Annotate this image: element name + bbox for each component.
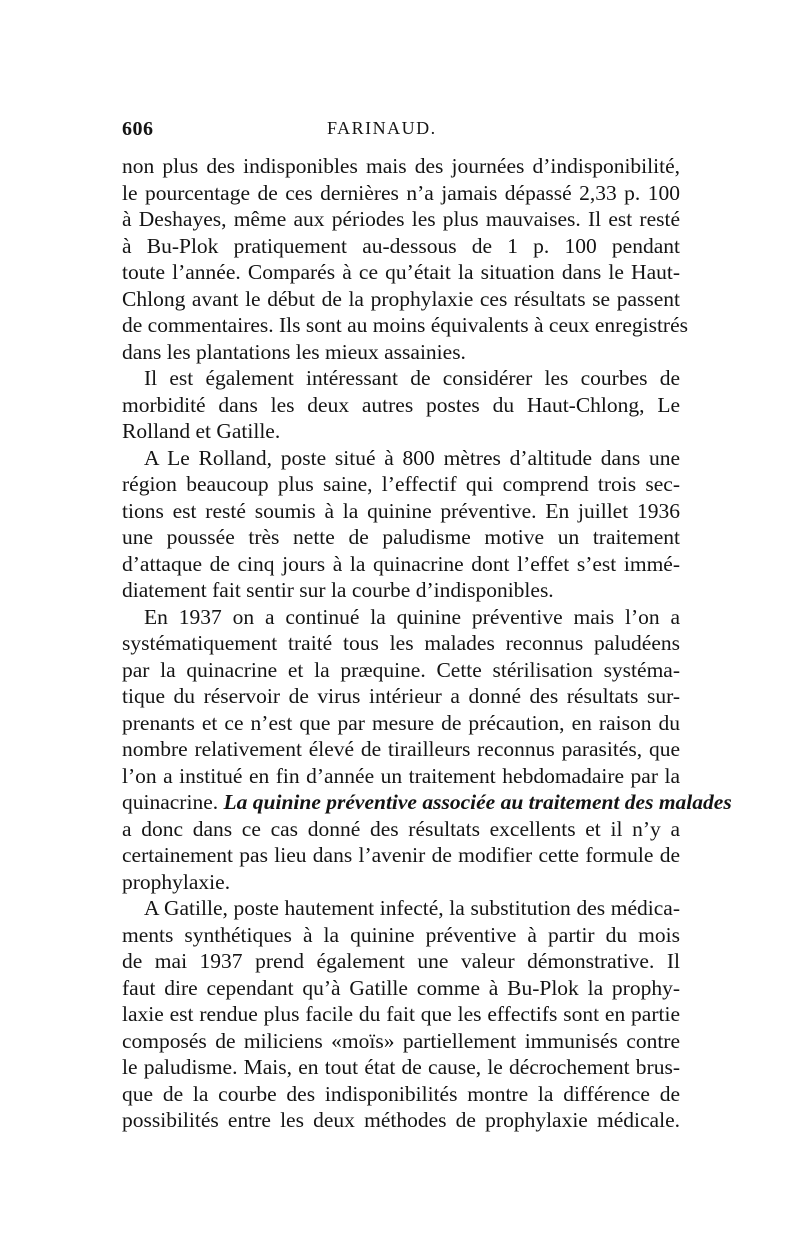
emphasized-text: La quinine préventive associée au traitement des malades bbox=[223, 790, 732, 814]
page-number: 606 bbox=[122, 118, 154, 140]
text-line: toute l’année. Comparés à ce qu’était la situation dans le Haut- bbox=[122, 260, 680, 284]
text-line: que de la courbe des indisponibilités montre la différence de bbox=[122, 1081, 680, 1106]
text-line: certainement pas lieu dans l’avenir de modifier cette formule de bbox=[122, 843, 680, 867]
paragraph-first-line: A Gatille, poste hautement infecté, la substitution des médica- bbox=[144, 896, 680, 920]
text-line: a donc dans ce cas donné des résultats excellents et il n’y a bbox=[122, 816, 680, 841]
text-line: morbidité dans les deux autres postes du Haut-Chlong, Le bbox=[122, 392, 680, 417]
text-line: prenants et ce n’est que par mesure de précaution, en raison du bbox=[122, 710, 680, 735]
text-line: prophylaxie. bbox=[122, 869, 231, 894]
paragraph-first-line: A Le Rolland, poste situé à 800 mètres d’altitude dans une bbox=[144, 445, 680, 470]
text-line: tions est resté soumis à la quinine préventive. En juillet 1936 bbox=[122, 498, 680, 523]
text-segment: quinacrine. bbox=[122, 790, 224, 814]
paragraph-first-line: Il est également intéressant de considérer les courbes de bbox=[144, 366, 680, 390]
text-line: le paludisme. Mais, en tout état de cause, le décrochement brus- bbox=[122, 1055, 680, 1079]
text-line: à Deshayes, même aux périodes les plus mauvaises. Il est resté bbox=[122, 207, 680, 231]
text-line: de commentaires. Ils sont au moins équivalents à ceux enregistrés bbox=[122, 313, 689, 337]
text-line-with-emphasis bbox=[122, 789, 732, 816]
running-head bbox=[122, 118, 682, 144]
text-line: composés de miliciens «moïs» partiellement immunisés contre bbox=[122, 1028, 680, 1053]
text-line: région beaucoup plus saine, l’effectif qui comprend trois sec- bbox=[122, 472, 680, 496]
paragraph-first-line: En 1937 on a continué la quinine préventive mais l’on a bbox=[144, 604, 680, 629]
text-line: Chlong avant le début de la prophylaxie ces résultats se passent bbox=[122, 286, 680, 311]
text-line: d’attaque de cinq jours à la quinacrine dont l’effet s’est immé- bbox=[122, 551, 680, 576]
body-text bbox=[122, 153, 732, 1134]
text-line: une poussée très nette de paludisme motive un traitement bbox=[122, 525, 680, 549]
text-line: tique du réservoir de virus intérieur a donné des résultats sur- bbox=[122, 684, 680, 708]
text-line: systématiquement traité tous les malades reconnus paludéens bbox=[122, 631, 680, 655]
running-title: FARINAUD. bbox=[327, 118, 437, 138]
text-line: nombre relativement élevé de tirailleurs reconnus parasités, que bbox=[122, 737, 680, 761]
text-line: diatement fait sentir sur la courbe d’indisponibles. bbox=[122, 578, 554, 602]
text-line: laxie est rendue plus facile du fait que les effectifs sont en partie bbox=[122, 1002, 680, 1026]
text-line: ments synthétiques à la quinine préventive à partir du mois bbox=[122, 922, 680, 947]
text-line: faut dire cependant qu’à Gatille comme à Bu-Plok la prophy- bbox=[122, 975, 680, 1000]
text-line: Rolland et Gatille. bbox=[122, 419, 281, 443]
text-line: non plus des indisponibles mais des journées d’indisponibilité, bbox=[122, 154, 680, 178]
text-line: possibilités entre les deux méthodes de prophylaxie médicale. bbox=[122, 1108, 680, 1132]
text-line: de mai 1937 prend également une valeur démonstrative. Il bbox=[122, 949, 680, 973]
text-line: à Bu-Plok pratiquement au-dessous de 1 p. 100 pendant bbox=[122, 233, 680, 258]
text-line: le pourcentage de ces dernières n’a jamais dépassé 2,33 p. 100 bbox=[122, 180, 680, 205]
text-line: l’on a institué en fin d’année un traitement hebdomadaire par la bbox=[122, 763, 680, 788]
text-line: dans les plantations les mieux assainies. bbox=[122, 339, 466, 364]
text-line: par la quinacrine et la præquine. Cette stérilisation systéma- bbox=[122, 657, 680, 682]
